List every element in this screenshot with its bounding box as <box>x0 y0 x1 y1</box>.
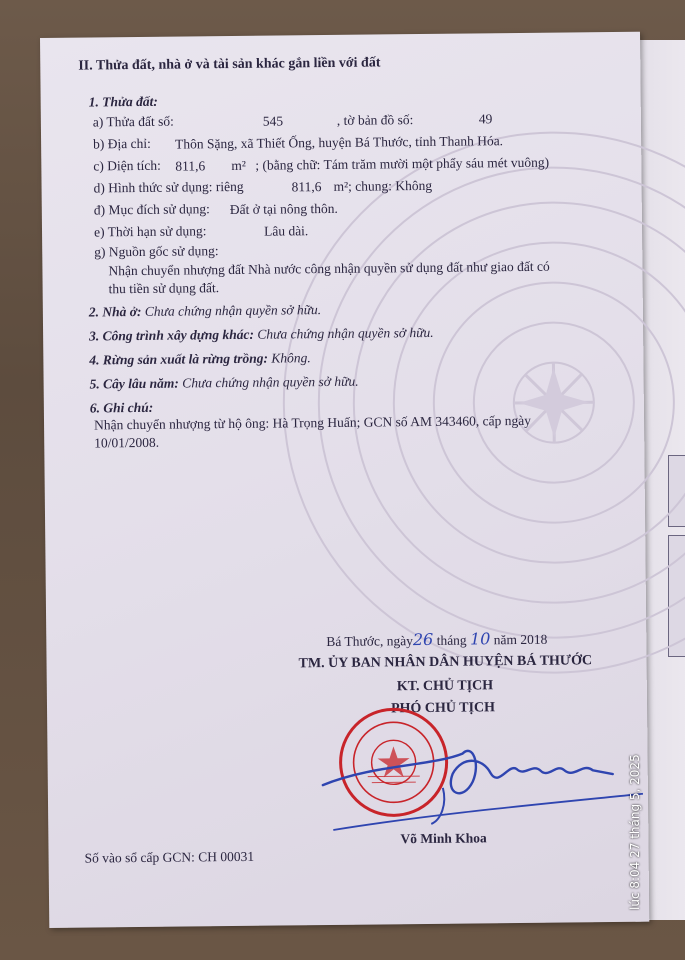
usage-common: m²; chung: Không <box>333 177 433 194</box>
origin-line-2: thu tiền sử dụng đất. <box>108 280 220 297</box>
signing-place: Bá Thước, ngày <box>326 633 413 650</box>
term-value: Lâu dài. <box>263 223 309 239</box>
house-value: Chưa chứng nhận quyền sở hữu. <box>144 302 322 319</box>
origin-line-1: Nhận chuyển nhượng đất Nhà nước công nhận quyền sử dụng đất như giao đất có <box>108 258 550 279</box>
construction-label: 3. Công trình xây dựng khác: <box>89 326 255 344</box>
area-in-words: ; (bằng chữ: Tám trăm mười một phẩy sáu mét vuông) <box>255 154 550 173</box>
signing-month: 10 <box>469 629 491 649</box>
purpose-value: Đất ở tại nông thôn. <box>229 200 338 218</box>
registry-label: Số vào sổ cấp GCN: <box>84 849 195 866</box>
usage-form-label: d) Hình thức sử dụng: riêng <box>93 178 244 196</box>
registry-value: CH 00031 <box>198 848 255 865</box>
perennial-label: 5. Cây lâu năm: <box>89 375 179 392</box>
area-label: c) Diện tích: <box>93 157 161 174</box>
usage-private-area: 811,6 <box>291 179 322 195</box>
purpose-label: đ) Mục đích sử dụng: <box>93 201 210 218</box>
signing-day: 26 <box>412 629 434 650</box>
signing-year: năm 2018 <box>493 631 548 648</box>
land-heading: 1. Thửa đất: <box>88 93 158 110</box>
role-1: KT. CHỦ TỊCH <box>396 678 494 695</box>
map-number: 49 <box>478 111 493 127</box>
area-value: 811,6 <box>175 158 206 174</box>
house-label: 2. Nhà ở: <box>88 303 142 320</box>
signature-icon <box>312 722 653 836</box>
role-2: PHÓ CHỦ TỊCH <box>390 700 496 717</box>
perennial-value: Chưa chứng nhận quyền sở hữu. <box>182 373 359 391</box>
authority-title: TM. ỦY BAN NHÂN DÂN HUYỆN BÁ THƯỚC <box>298 653 593 672</box>
notes-line-1: Nhận chuyển nhượng từ hộ ông: Hà Trọng Huấn; GCN số AM 343460, cấp ngày <box>93 412 531 433</box>
parcel-number: 545 <box>262 113 284 129</box>
map-label: , tờ bản đồ số: <box>336 112 414 128</box>
photo-timestamp-overlay <box>628 754 652 920</box>
parcel-label: a) Thửa đất số: <box>92 113 174 130</box>
notes-line-2: 10/01/2008. <box>94 434 160 451</box>
forest-label: 4. Rừng sản xuất là rừng trồng: <box>89 350 269 368</box>
section-title: II. Thửa đất, nhà ở và tài sản khác gắn liền với đất <box>78 55 381 74</box>
address-value: Thôn Sặng, xã Thiết Ống, huyện Bá Thước, tỉnh Thanh Hóa. <box>175 133 504 152</box>
signing-month-label: tháng <box>436 632 467 648</box>
signer-name: Võ Minh Khoa <box>400 830 487 847</box>
area-unit: m² <box>231 157 246 174</box>
notes-label: 6. Ghi chú: <box>89 399 154 416</box>
certificate-page <box>40 32 649 928</box>
photo-timestamp: lúc 8:04 27 tháng 5, 2025 <box>628 754 642 910</box>
construction-value: Chưa chứng nhận quyền sở hữu. <box>257 324 434 342</box>
term-label: e) Thời hạn sử dụng: <box>93 223 207 240</box>
origin-label: g) Nguồn gốc sử dụng: <box>94 243 219 260</box>
address-label: b) Địa chỉ: <box>93 135 151 152</box>
forest-value: Không. <box>271 350 311 366</box>
